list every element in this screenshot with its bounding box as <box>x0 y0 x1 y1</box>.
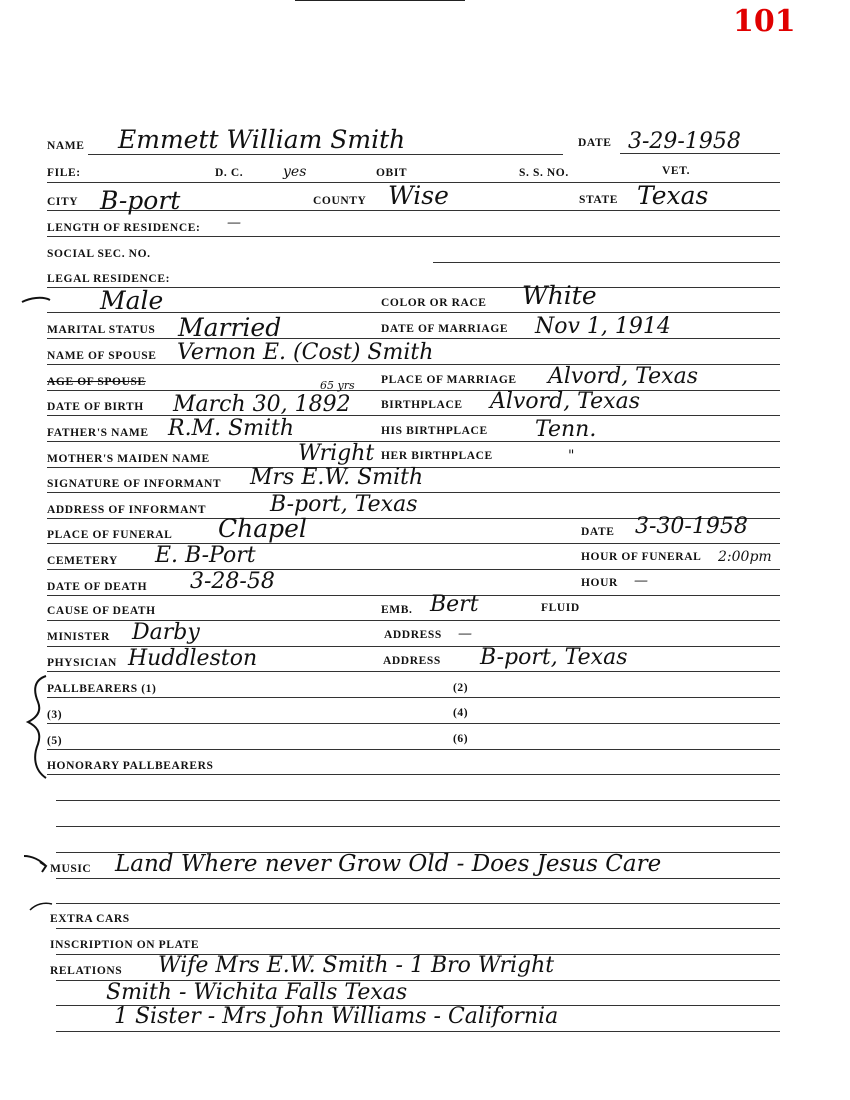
label-pallbearers: PALLBEARERS (1) <box>47 683 157 695</box>
label-legal-residence: LEGAL RESIDENCE: <box>47 273 171 285</box>
label-county: COUNTY <box>313 195 367 207</box>
label-physician-address: ADDRESS <box>383 655 441 667</box>
entry-date: 3-29-1958 <box>628 129 741 154</box>
pallbearer-brace-mark <box>28 676 46 778</box>
label-place-marriage: PLACE OF MARRIAGE <box>381 374 517 386</box>
label-age-spouse: AGE OF SPOUSE <box>47 376 146 388</box>
entry-place-marriage: Alvord, Texas <box>548 364 698 389</box>
left-curl-mark-2 <box>30 903 52 910</box>
entry-length-residence: — <box>227 215 241 231</box>
label-minister: MINISTER <box>47 631 110 643</box>
entry-emb: Bert <box>430 592 479 617</box>
page-number: 101 <box>733 4 796 39</box>
entry-signature-informant: Mrs E.W. Smith <box>250 465 424 490</box>
label-minister-address: ADDRESS <box>384 629 442 641</box>
label-emb: EMB. <box>381 604 413 616</box>
label-vet: VET. <box>662 165 691 177</box>
label-ssno: S. S. NO. <box>519 167 569 179</box>
label-state: STATE <box>579 194 619 206</box>
label-dc: D. C. <box>215 167 244 179</box>
entry-county: Wise <box>388 181 449 210</box>
entry-cemetery: E. B-Port <box>155 543 256 568</box>
label-marital-status: MARITAL STATUS <box>47 324 156 336</box>
label-relations: RELATIONS <box>50 965 123 977</box>
label-pallbearer-6: (6) <box>453 733 469 745</box>
label-fluid: FLUID <box>541 602 580 614</box>
label-pallbearer-3: (3) <box>47 709 63 721</box>
entry-date-marriage: Nov 1, 1914 <box>535 314 671 339</box>
label-signature-informant: SIGNATURE OF INFORMANT <box>47 478 222 490</box>
entry-minister: Darby <box>132 620 200 645</box>
label-pallbearer-4: (4) <box>453 707 469 719</box>
entry-state: Texas <box>637 181 709 210</box>
label-name: NAME <box>47 140 85 152</box>
label-extra-cars: EXTRA CARS <box>50 913 130 925</box>
label-color-race: COLOR OR RACE <box>381 297 487 309</box>
label-city: CITY <box>47 196 79 208</box>
label-date-birth: DATE OF BIRTH <box>47 401 144 413</box>
entry-hour: — <box>634 573 648 589</box>
entry-hour-funeral: 2:00pm <box>718 549 772 565</box>
label-physician: PHYSICIAN <box>47 657 117 669</box>
entry-music: Land Where never Grow Old - Does Jesus Care <box>115 851 662 877</box>
label-file: FILE: <box>47 167 81 179</box>
label-obit: OBIT <box>376 167 408 179</box>
entry-date-birth: March 30, 1892 <box>173 392 351 417</box>
entry-her-birthplace: " <box>568 448 575 464</box>
entry-sex: Male <box>100 286 164 315</box>
label-hour: HOUR <box>581 577 618 589</box>
entry-minister-address: — <box>458 626 472 642</box>
entry-mothers-maiden: Wright <box>298 441 375 466</box>
label-date-marriage: DATE OF MARRIAGE <box>381 323 509 335</box>
label-date: DATE <box>578 137 612 149</box>
label-date-death: DATE OF DEATH <box>47 581 148 593</box>
entry-dc: yes <box>283 164 307 180</box>
entry-funeral-date: 3-30-1958 <box>635 514 748 539</box>
entry-city: B-port <box>100 186 181 215</box>
entry-relations-line-3: 1 Sister - Mrs John Williams - California <box>114 1004 559 1029</box>
label-her-birthplace: HER BIRTHPLACE <box>381 450 493 462</box>
entry-color-race: White <box>522 281 597 310</box>
label-birthplace: BIRTHPLACE <box>381 399 463 411</box>
label-music: MUSIC <box>50 863 92 875</box>
entry-physician: Huddleston <box>128 646 258 671</box>
label-inscription: INSCRIPTION ON PLATE <box>50 939 200 951</box>
entry-name-spouse: Vernon E. (Cost) Smith <box>177 340 434 365</box>
label-address-informant: ADDRESS OF INFORMANT <box>47 504 207 516</box>
entry-birthplace: Alvord, Texas <box>490 389 640 414</box>
label-place-funeral: PLACE OF FUNERAL <box>47 529 173 541</box>
label-cemetery: CEMETERY <box>47 555 118 567</box>
entry-relations-line-2: Smith - Wichita Falls Texas <box>106 980 408 1005</box>
label-social-sec: SOCIAL SEC. NO. <box>47 248 151 260</box>
label-hour-funeral: HOUR OF FUNERAL <box>581 551 702 563</box>
entry-physician-address: B-port, Texas <box>480 645 628 670</box>
label-pallbearer-5: (5) <box>47 735 63 747</box>
label-cause-death: CAUSE OF DEATH <box>47 605 156 617</box>
label-honorary-pallbearers: HONORARY PALLBEARERS <box>47 760 214 772</box>
entry-place-funeral: Chapel <box>218 514 307 543</box>
label-his-birthplace: HIS BIRTHPLACE <box>381 425 488 437</box>
entry-marital-status: Married <box>178 313 282 342</box>
entry-relations-line-1: Wife Mrs E.W. Smith - 1 Bro Wright <box>158 953 555 978</box>
music-arrow-mark <box>24 856 46 872</box>
label-length-residence: LENGTH OF RESIDENCE: <box>47 222 201 234</box>
label-funeral-date: DATE <box>581 526 615 538</box>
entry-address-informant: B-port, Texas <box>270 492 418 517</box>
label-fathers-name: FATHER'S NAME <box>47 427 149 439</box>
label-pallbearer-2: (2) <box>453 682 469 694</box>
entry-fathers-name: R.M. Smith <box>168 416 295 441</box>
entry-his-birthplace: Tenn. <box>535 417 597 442</box>
entry-date-death: 3-28-58 <box>190 569 275 594</box>
entry-name: Emmett William Smith <box>118 125 406 154</box>
left-curl-mark-1 <box>22 298 50 302</box>
label-name-spouse: NAME OF SPOUSE <box>47 350 157 362</box>
entry-age-note: 65 yrs <box>320 379 355 392</box>
label-mothers-maiden: MOTHER'S MAIDEN NAME <box>47 453 210 465</box>
